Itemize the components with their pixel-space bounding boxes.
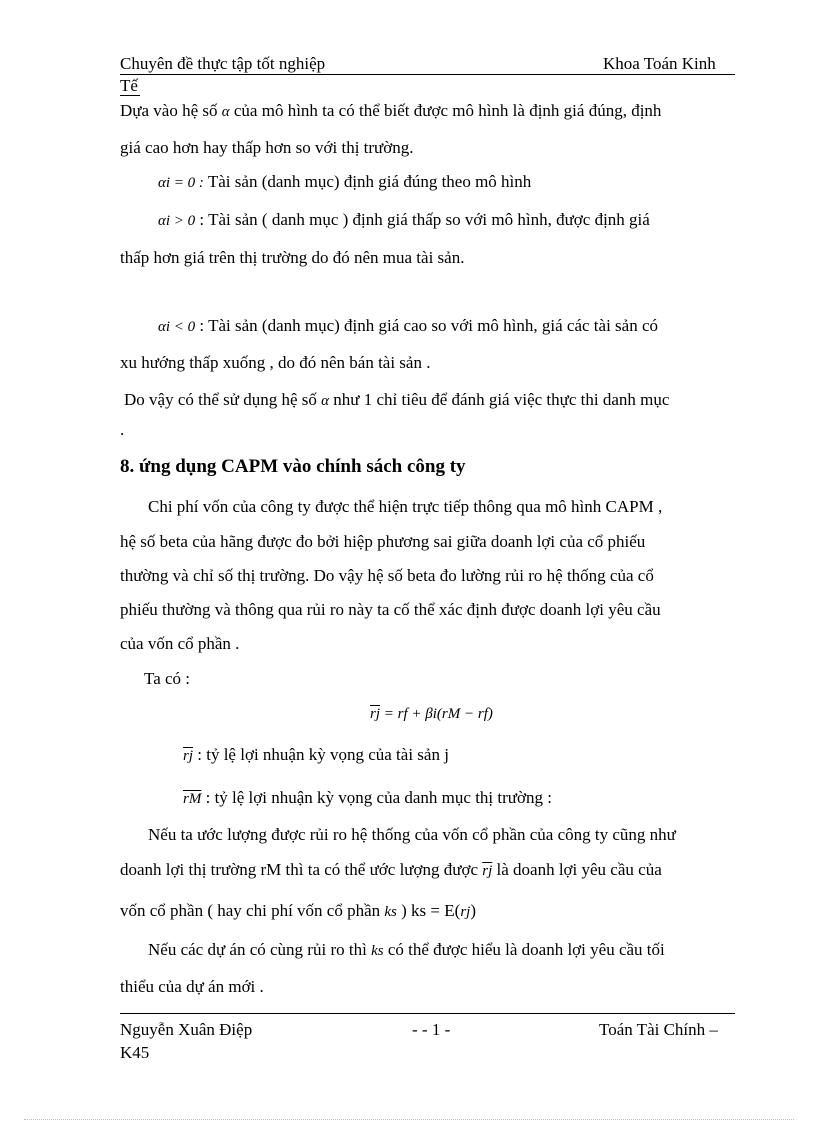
case-2 xyxy=(158,210,650,230)
alpha-eq-zero: αi = 0 : xyxy=(158,175,204,191)
text: Nếu các dự án có cùng rủi ro thì xyxy=(148,940,367,959)
text: Dựa vào hệ số xyxy=(120,101,218,120)
text: của mô hình ta có thể biết được mô hình là định giá đúng, định xyxy=(233,101,662,120)
text: ) ks = E( xyxy=(401,901,461,920)
paragraph-3-line-3: thường và chỉ số thị trường. Do vậy hệ số beta đo lường rủi ro hệ thống của cổ xyxy=(120,566,654,585)
case-1 xyxy=(158,172,531,192)
case-3 xyxy=(158,316,658,336)
ta-co: Ta có : xyxy=(144,669,191,688)
paragraph-5-line-1 xyxy=(148,940,665,960)
footer-class: K45 xyxy=(120,1043,150,1062)
text: là doanh lợi yêu cầu của xyxy=(496,860,662,879)
definition-rj xyxy=(183,745,449,765)
alpha-gt-zero: αi > 0 xyxy=(158,213,196,229)
text: : Tài sản (danh mục) định giá cao so với mô hình, giá các tài sản có xyxy=(199,316,658,335)
text: vốn cổ phần ( hay chi phí vốn cổ phần xyxy=(120,901,381,920)
text: Do vậy có thể sử dụng hệ số xyxy=(124,390,317,409)
alpha-symbol: α xyxy=(221,104,230,120)
ks-symbol: ks xyxy=(384,904,397,920)
capm-formula xyxy=(370,706,493,723)
paragraph-4-line-2 xyxy=(120,860,662,880)
formula-lhs: $\overline{rj}$ xyxy=(370,706,381,722)
case-2-cont: thấp hơn giá trên thị trường do đó nên mua tài sản. xyxy=(120,248,465,267)
alpha-lt-zero: αi < 0 xyxy=(158,319,196,335)
header-title: Chuyên đề thực tập tốt nghiệp xyxy=(120,54,326,73)
definition-rm xyxy=(183,788,552,808)
footer-author: Nguyễn Xuân Điệp xyxy=(120,1020,253,1039)
text: có thể được hiểu là doanh lợi yêu cầu tối xyxy=(387,940,665,959)
text: Tài sản (danh mục) định giá đúng theo mô hình xyxy=(207,172,532,191)
rj-symbol: $\overline{rj}$ xyxy=(183,748,194,764)
text: ) xyxy=(470,901,476,920)
header-underline xyxy=(120,74,735,75)
paragraph-2 xyxy=(124,390,669,410)
rj-symbol: $\overline{rj}$ xyxy=(482,863,493,879)
paragraph-4-line-1: Nếu ta ước lượng được rủi ro hệ thống của vốn cổ phần của công ty cũng như xyxy=(148,825,676,844)
footer-department: Toán Tài Chính – xyxy=(599,1020,718,1039)
rm-symbol: $\overline{rM}$ xyxy=(183,791,202,807)
footer-page-number: - - 1 - xyxy=(412,1020,451,1039)
footer-rule xyxy=(120,1013,735,1014)
paragraph-3-line-1: Chi phí vốn của công ty được thể hiện trực tiếp thông qua mô hình CAPM , xyxy=(148,497,663,516)
paragraph-1-line-2: giá cao hơn hay thấp hơn so với thị trường. xyxy=(120,138,414,157)
ks-symbol: ks xyxy=(371,943,384,959)
header-faculty: Khoa Toán Kinh xyxy=(603,54,716,73)
section-heading: 8. ứng dụng CAPM vào chính sách công ty xyxy=(120,456,466,477)
page-bottom-border xyxy=(24,1119,794,1120)
paragraph-2-dot: . xyxy=(120,420,125,439)
text: : Tài sản ( danh mục ) định giá thấp so với mô hình, được định giá xyxy=(199,210,650,229)
paragraph-4-line-3 xyxy=(120,901,476,921)
paragraph-3-line-2: hệ số beta của hãng được đo bởi hiệp phương sai giữa doanh lợi của cổ phiếu xyxy=(120,532,646,551)
paragraph-3-line-5: của vốn cổ phần . xyxy=(120,634,240,653)
text: như 1 chỉ tiêu để đánh giá việc thực thi danh mục xyxy=(333,390,670,409)
paragraph-5-line-2: thiểu của dự án mới . xyxy=(120,977,264,996)
paragraph-3-line-4: phiếu thường và thông qua rủi ro này ta cố thể xác định được doanh lợi yêu cầu xyxy=(120,600,661,619)
paragraph-1-line-1 xyxy=(120,101,661,121)
case-3-cont: xu hướng thấp xuống , do đó nên bán tài sản . xyxy=(120,353,431,372)
header-underline-2 xyxy=(120,95,140,96)
alpha-symbol: α xyxy=(321,393,330,409)
text: : tỷ lệ lợi nhuận kỳ vọng của danh mục thị trường : xyxy=(205,788,552,807)
rj-symbol: rj xyxy=(460,904,471,920)
text: : tỷ lệ lợi nhuận kỳ vọng của tài sản j xyxy=(197,745,449,764)
text: doanh lợi thị trường rM thì ta có thể ước lượng được xyxy=(120,860,478,879)
header-faculty-cont: Tế xyxy=(120,76,138,95)
formula-rhs: = rf + βi(rM − rf) xyxy=(383,706,493,722)
